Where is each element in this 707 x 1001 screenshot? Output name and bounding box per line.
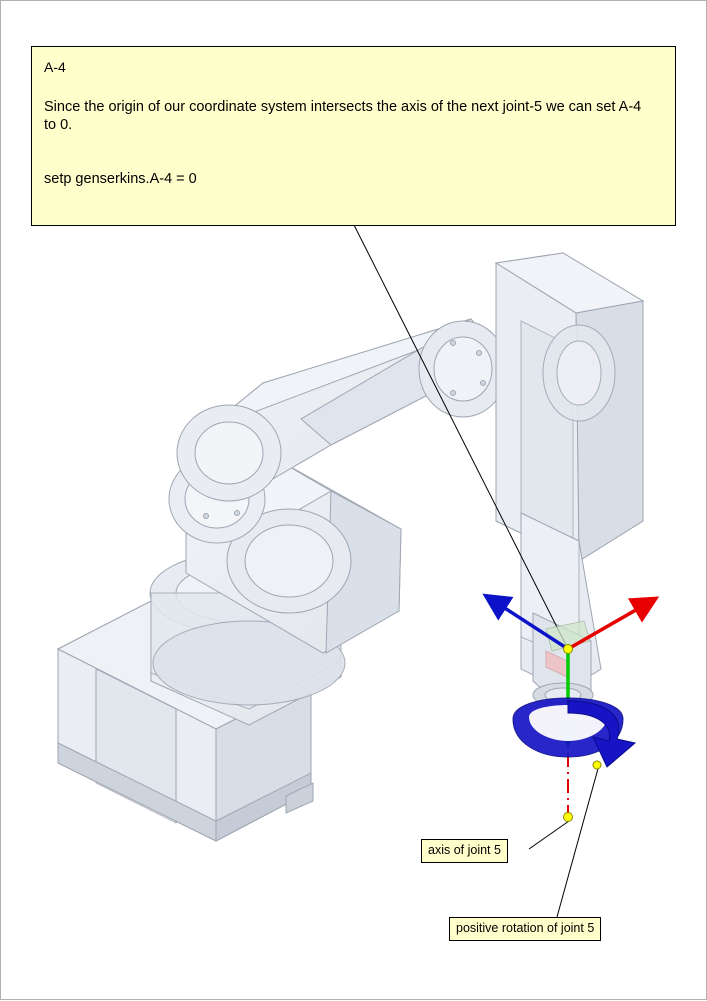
leader-line-note	[353, 223, 567, 647]
note-code-line: setp genserkins.A-4 = 0	[44, 170, 197, 187]
robot-shoulder	[150, 551, 345, 725]
label-axis-of-joint-5: axis of joint 5	[421, 839, 508, 863]
note-title: A-4	[44, 59, 66, 75]
robot-lower-arm	[169, 449, 401, 653]
frame-origin-point	[564, 645, 573, 654]
label-positive-rotation-of-joint-5: positive rotation of joint 5	[449, 917, 601, 941]
robot-base	[58, 601, 313, 841]
robot-wrist-housing	[496, 253, 643, 561]
x-axis-arrow	[568, 607, 641, 649]
leader-line-rotation	[557, 765, 599, 917]
robot-tool-flange	[521, 513, 601, 707]
leader-line-axis	[529, 821, 569, 849]
robot-upper-arm	[177, 319, 507, 501]
annotation-note-box	[31, 46, 676, 226]
rotation-arc	[513, 698, 635, 769]
y-axis-arrow	[500, 605, 568, 649]
joint-axis-point	[564, 813, 573, 822]
coordinate-frame	[500, 605, 641, 727]
note-body: Since the origin of our coordinate system intersects the axis of the next joint-5 we can set A-4 to 0.	[44, 98, 642, 134]
